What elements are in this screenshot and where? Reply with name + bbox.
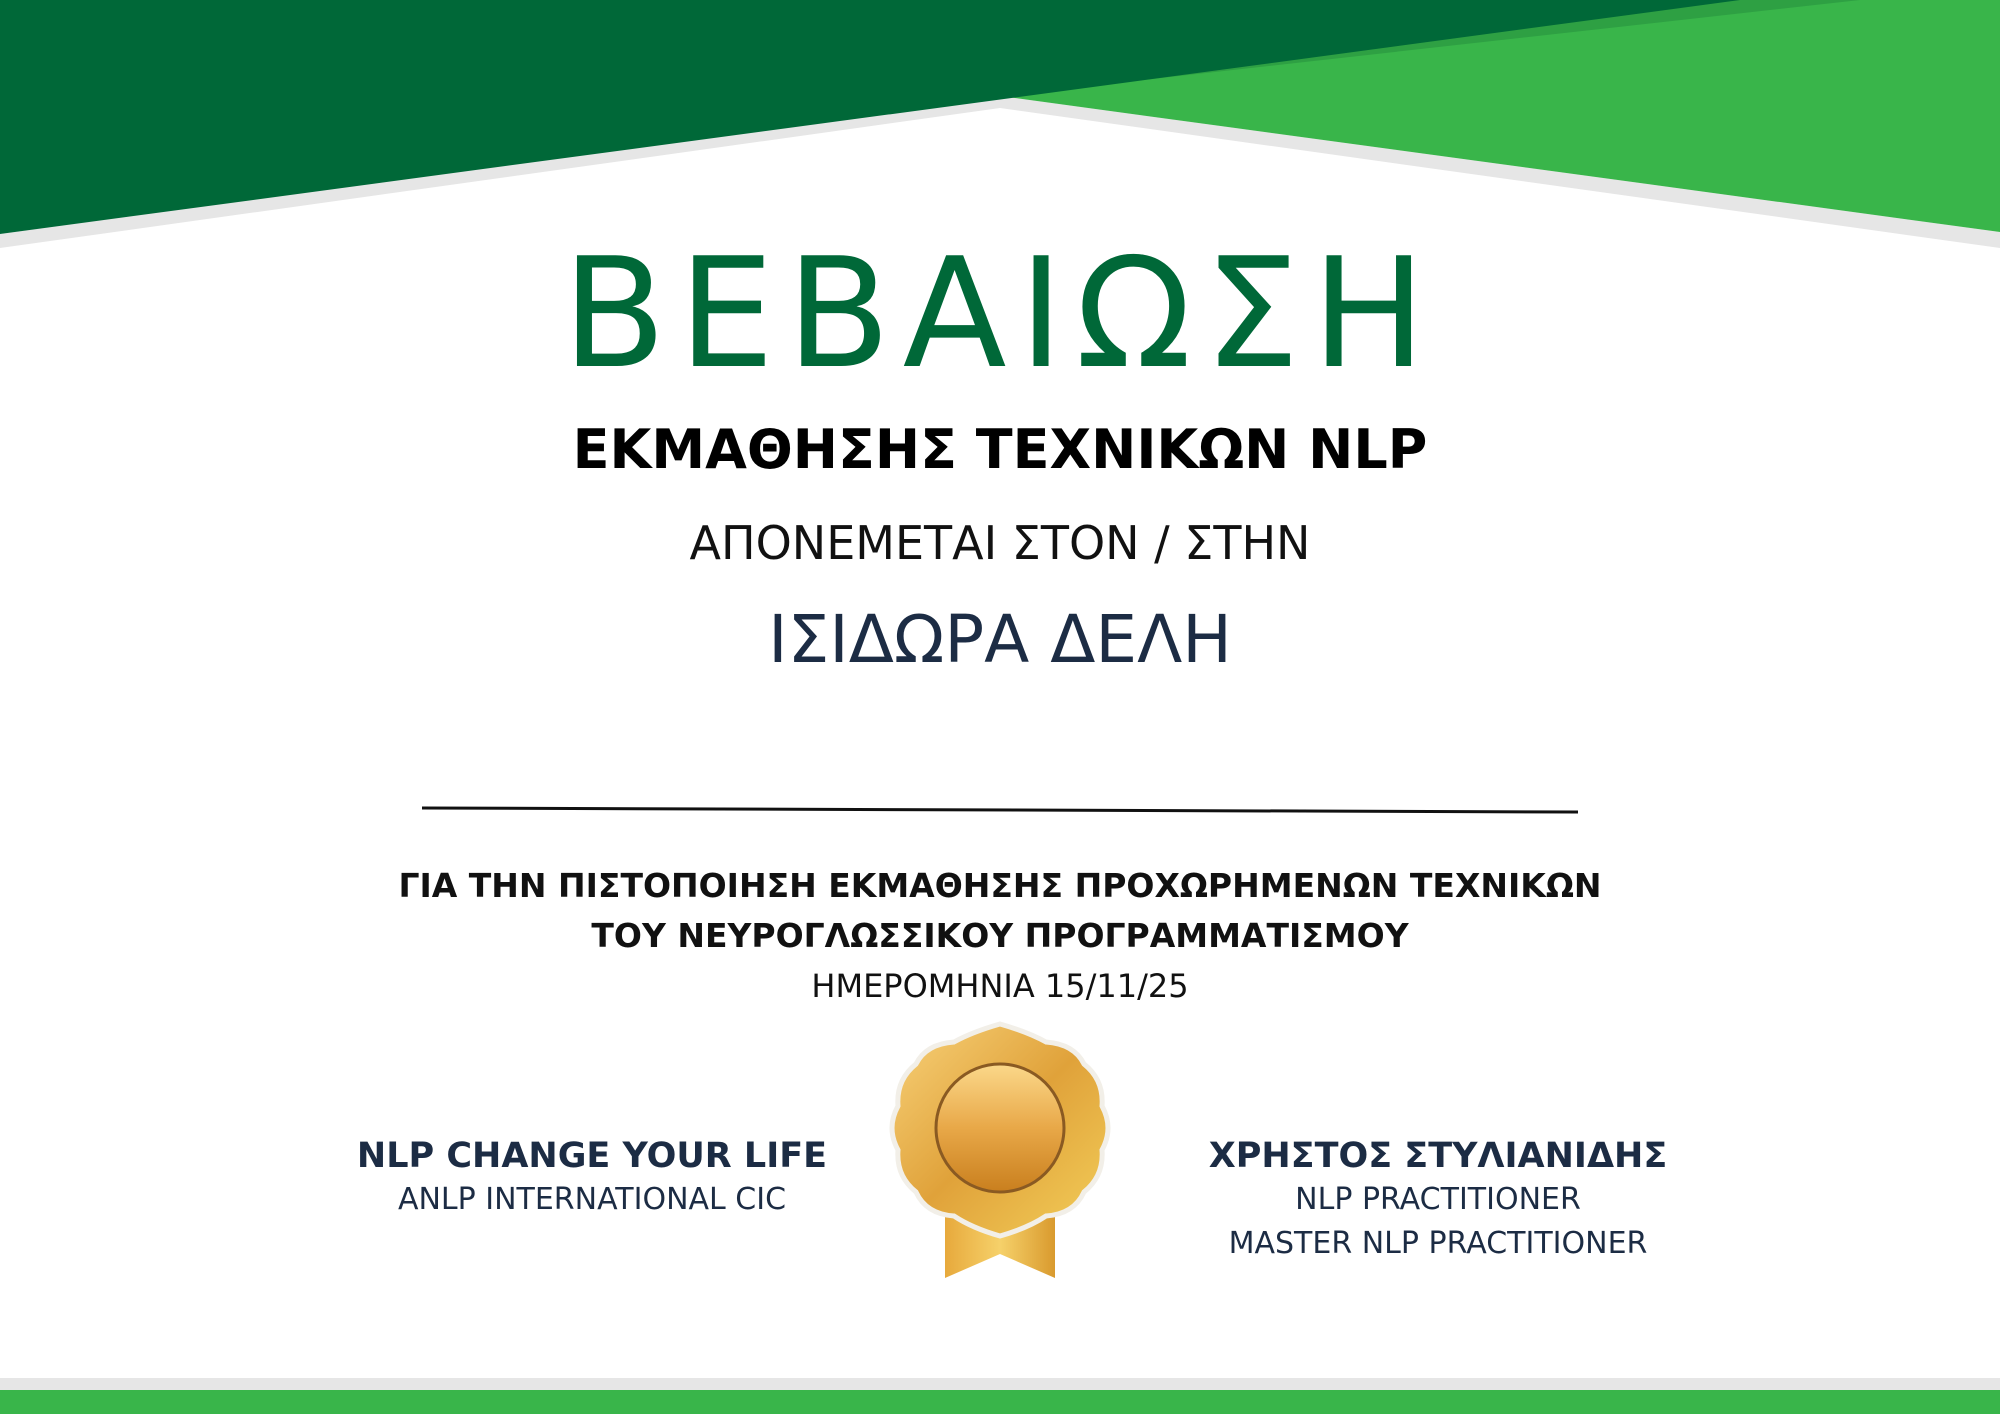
signatory-title-1: NLP PRACTITIONER <box>1295 1182 1581 1217</box>
certificate-description-line1: ΓΙΑ ΤΗΝ ΠΙΣΤΟΠΟΙΗΣΗ ΕΚΜΑΘΗΣΗΣ ΠΡΟΧΩΡΗΜΕΝΩΝ ΤΕΧΝΙΚΩΝ <box>398 866 1602 905</box>
issuer-organization: ANLP INTERNATIONAL CIC <box>397 1182 787 1217</box>
issuer-block <box>332 1134 852 1222</box>
signatory-name: ΧΡΗΣΤΟΣ ΣΤΥΛΙΑΝΙΔΗΣ <box>1208 1136 1668 1176</box>
certificate-subtitle: ΕΚΜΑΘΗΣΗΣ ΤΕΧΝΙΚΩΝ NLP <box>572 418 1428 481</box>
seal-inner-disc <box>936 1064 1064 1192</box>
bottom-gray-band <box>0 1378 2000 1390</box>
issuer-name: NLP CHANGE YOUR LIFE <box>356 1136 828 1176</box>
top-banner <box>0 0 2000 248</box>
bottom-green-band <box>0 1390 2000 1414</box>
recipient-name: ΙΣΙΔΩΡΑ ΔΕΛΗ <box>768 601 1232 678</box>
awarded-to-label: ΑΠΟΝΕΜΕΤΑΙ ΣΤΟΝ / ΣΤΗΝ <box>689 516 1311 570</box>
certificate-title: ΒΕΒΑΙΩΣΗ <box>562 225 1438 402</box>
signatory-title-2: MASTER NLP PRACTITIONER <box>1228 1226 1648 1261</box>
recipient-divider-line <box>422 808 1578 812</box>
certificate-date: ΗΜΕΡΟΜΗΝΙΑ 15/11/25 <box>811 967 1189 1005</box>
certificate-description-line2: ΤΟΥ ΝΕΥΡΟΓΛΩΣΣΙΚΟΥ ΠΡΟΓΡΑΜΜΑΤΙΣΜΟΥ <box>591 916 1409 955</box>
signatory-block <box>1148 1134 1728 1266</box>
gold-medal-seal-icon <box>892 1024 1108 1278</box>
